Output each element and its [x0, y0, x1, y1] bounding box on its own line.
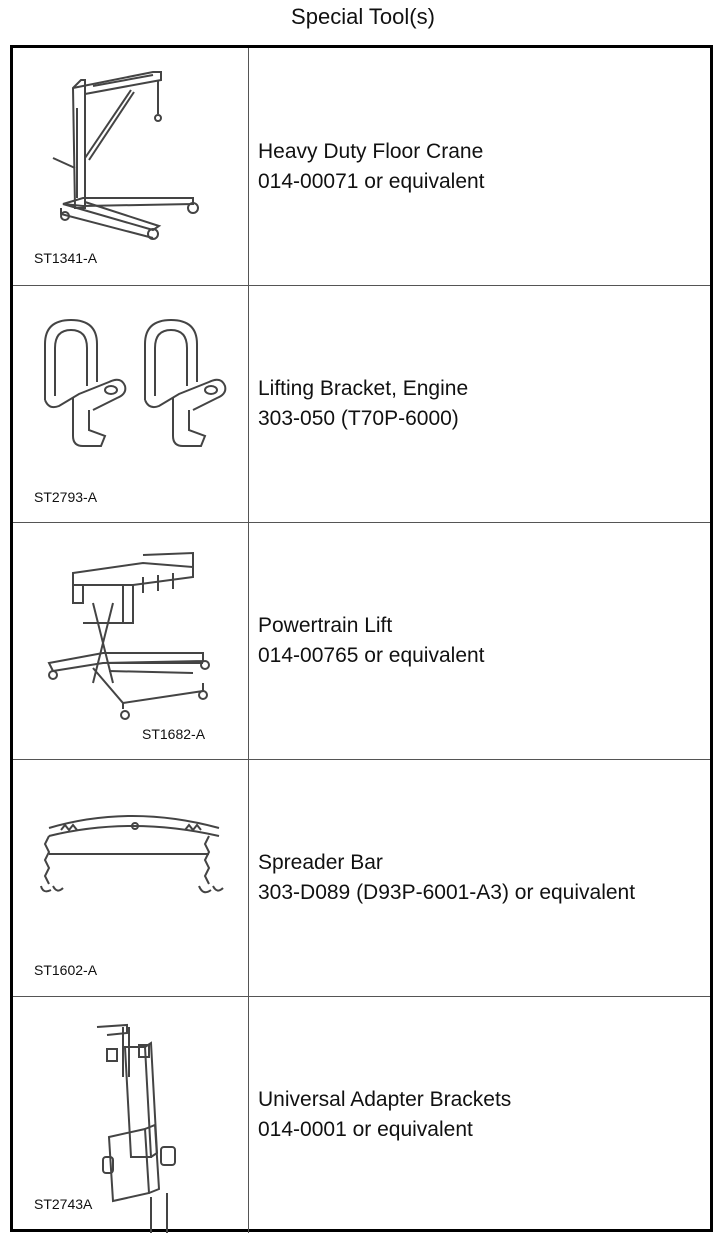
spreader-bar-icon: [13, 760, 249, 996]
tool-image-cell: [13, 760, 249, 996]
tool-image-cell: [13, 523, 249, 759]
tool-image-cell: [13, 997, 249, 1233]
tool-part-number: 014-00071 or equivalent: [258, 169, 485, 193]
figure-label: ST1341-A: [34, 250, 98, 266]
tool-name: Heavy Duty Floor Crane: [258, 139, 484, 163]
tool-name: Spreader Bar: [258, 851, 383, 874]
tool-part-number: 303-D089 (D93P-6001-A3) or equivalent: [258, 881, 636, 904]
tool-part-number: 303-050 (T70P-6000): [258, 407, 459, 430]
figure-label: ST1682-A: [142, 726, 206, 742]
tool-row-adapter-brackets: [13, 996, 710, 1233]
floor-crane-icon: [13, 48, 249, 284]
tool-row-spreader-bar: [13, 759, 710, 996]
tool-name: Lifting Bracket, Engine: [258, 377, 469, 400]
tool-row-powertrain-lift: [13, 522, 710, 759]
tool-description-cell: [249, 286, 710, 522]
tool-name: Universal Adapter Brackets: [258, 1088, 512, 1111]
tool-description-cell: [249, 997, 710, 1233]
special-tools-table: [10, 45, 713, 1232]
lifting-bracket-icon: [13, 286, 249, 522]
figure-label: ST2743A: [34, 1196, 93, 1212]
tool-row-floor-crane: [13, 48, 710, 285]
tool-part-number: 014-0001 or equivalent: [258, 1118, 473, 1141]
tool-description-cell: [249, 48, 710, 285]
figure-label: ST2793-A: [34, 489, 98, 505]
powertrain-lift-icon: [13, 523, 249, 759]
tool-row-lifting-bracket: [13, 285, 710, 522]
figure-label: ST1602-A: [34, 962, 98, 978]
tool-image-cell: [13, 286, 249, 522]
tool-name: Powertrain Lift: [258, 614, 393, 637]
tool-description-cell: [249, 523, 710, 759]
tool-description-cell: [249, 760, 710, 996]
tool-part-number: 014-00765 or equivalent: [258, 644, 485, 667]
tool-image-cell: [13, 48, 249, 285]
page-title: Special Tool(s): [291, 4, 435, 29]
